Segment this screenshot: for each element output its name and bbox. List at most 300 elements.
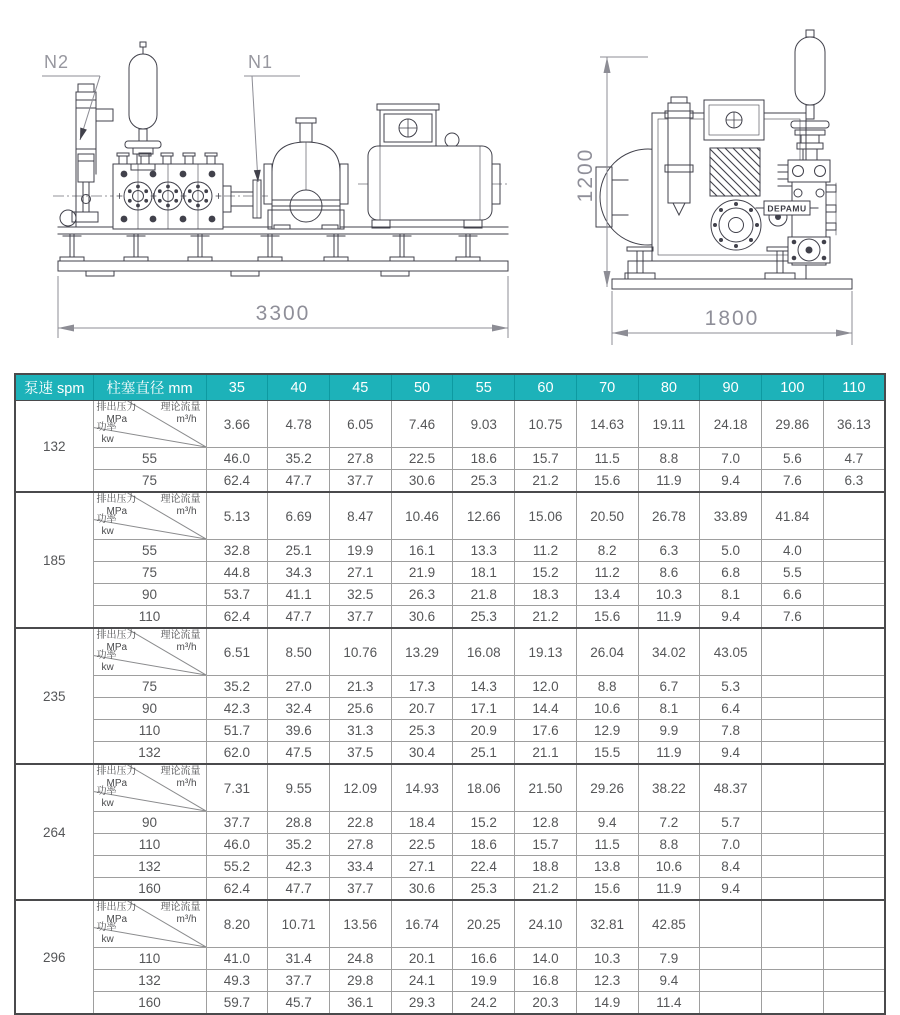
value-cell <box>823 948 885 970</box>
value-cell: 20.3 <box>515 992 577 1015</box>
flow-row <box>15 900 885 948</box>
flow-value-cell: 26.78 <box>638 492 700 540</box>
technical-drawings <box>0 0 900 368</box>
value-cell: 8.6 <box>638 562 700 584</box>
value-cell: 15.6 <box>576 470 638 493</box>
value-cell: 29.8 <box>329 970 391 992</box>
value-cell: 7.6 <box>761 470 823 493</box>
flow-value-cell: 7.46 <box>391 401 453 448</box>
pump-performance-table <box>14 373 886 1015</box>
value-cell: 41.1 <box>268 584 330 606</box>
value-cell: 11.9 <box>638 606 700 629</box>
coupling-spool <box>223 180 261 218</box>
flow-value-cell: 21.50 <box>515 764 577 812</box>
value-cell: 18.8 <box>515 856 577 878</box>
flow-value-cell: 12.09 <box>329 764 391 812</box>
flow-value-cell: 19.11 <box>638 401 700 448</box>
flow-value-cell: 9.03 <box>453 401 515 448</box>
flow-value-cell: 8.47 <box>329 492 391 540</box>
value-cell: 37.7 <box>329 606 391 629</box>
value-cell: 21.2 <box>515 606 577 629</box>
flow-value-cell: 6.05 <box>329 401 391 448</box>
power-row <box>15 948 885 970</box>
power-row <box>15 584 885 606</box>
filter-column <box>665 97 693 215</box>
value-cell: 25.3 <box>453 878 515 901</box>
flow-value-cell: 20.25 <box>453 900 515 948</box>
dim-1200-text: 1200 <box>574 147 597 203</box>
value-cell: 12.3 <box>576 970 638 992</box>
table-header-row <box>15 374 885 401</box>
pressure-axis-label: 排出压力 MPa <box>96 402 137 425</box>
flow-value-cell: 20.50 <box>576 492 638 540</box>
flow-value-cell: 24.18 <box>700 401 762 448</box>
dim-3300-text: 3300 <box>255 302 311 325</box>
value-cell: 30.6 <box>391 878 453 901</box>
value-cell: 4.7 <box>823 448 885 470</box>
power-row <box>15 812 885 834</box>
value-cell: 9.9 <box>638 720 700 742</box>
value-cell: 5.0 <box>700 540 762 562</box>
value-cell: 8.1 <box>700 584 762 606</box>
diagonal-header-cell <box>93 764 206 812</box>
flow-value-cell <box>823 492 885 540</box>
value-cell: 15.2 <box>453 812 515 834</box>
power-row <box>15 742 885 765</box>
value-cell: 7.6 <box>761 606 823 629</box>
value-cell: 21.1 <box>515 742 577 765</box>
value-cell: 21.3 <box>329 676 391 698</box>
value-cell <box>761 676 823 698</box>
flow-value-cell: 15.06 <box>515 492 577 540</box>
value-cell: 10.3 <box>638 584 700 606</box>
value-cell: 8.4 <box>700 856 762 878</box>
value-cell: 28.8 <box>268 812 330 834</box>
value-cell: 11.2 <box>576 562 638 584</box>
diameter-header: 110 <box>823 374 885 401</box>
flow-value-cell: 19.13 <box>515 628 577 676</box>
flow-value-cell <box>700 900 762 948</box>
pressure-axis-label: 排出压力 MPa <box>96 630 137 653</box>
flow-value-cell <box>761 628 823 676</box>
value-cell: 22.4 <box>453 856 515 878</box>
power-cell: 110 <box>93 720 206 742</box>
flow-value-cell: 16.08 <box>453 628 515 676</box>
power-cell: 110 <box>93 606 206 629</box>
value-cell: 5.3 <box>700 676 762 698</box>
flow-value-cell <box>823 900 885 948</box>
value-cell: 16.6 <box>453 948 515 970</box>
n2-label: N2 <box>44 52 70 72</box>
value-cell: 53.7 <box>206 584 268 606</box>
power-axis-label: 功率 kw <box>96 514 117 538</box>
value-cell: 15.2 <box>515 562 577 584</box>
value-cell: 15.5 <box>576 742 638 765</box>
value-cell: 22.8 <box>329 812 391 834</box>
value-cell: 35.2 <box>206 676 268 698</box>
i-beam-supports <box>60 234 480 261</box>
flow-value-cell <box>761 764 823 812</box>
corner-header <box>94 765 206 811</box>
value-cell <box>823 676 885 698</box>
value-cell: 27.0 <box>268 676 330 698</box>
value-cell <box>823 720 885 742</box>
value-cell <box>761 948 823 970</box>
brand-text: DEPAMU <box>767 203 807 214</box>
value-cell: 24.2 <box>453 992 515 1015</box>
top-cover-box <box>704 100 764 140</box>
power-row <box>15 878 885 901</box>
diameter-header: 80 <box>638 374 700 401</box>
power-axis-label: 功率 kw <box>96 650 117 674</box>
power-axis-label: 功率 kw <box>96 922 117 946</box>
value-cell: 32.5 <box>329 584 391 606</box>
width-dimension <box>612 291 852 345</box>
pressure-axis-label: 排出压力 MPa <box>96 902 137 925</box>
value-cell: 20.1 <box>391 948 453 970</box>
flow-value-cell: 7.31 <box>206 764 268 812</box>
value-cell: 10.6 <box>638 856 700 878</box>
flow-value-cell <box>761 900 823 948</box>
power-row <box>15 992 885 1015</box>
corner-header <box>94 493 206 539</box>
plunger-diameter-header: 柱塞直径 mm <box>93 374 206 401</box>
value-cell: 6.3 <box>823 470 885 493</box>
value-cell: 25.3 <box>453 606 515 629</box>
value-cell: 27.1 <box>391 856 453 878</box>
value-cell: 10.6 <box>576 698 638 720</box>
flow-value-cell: 12.66 <box>453 492 515 540</box>
value-cell: 25.1 <box>268 540 330 562</box>
value-cell: 37.7 <box>329 470 391 493</box>
value-cell: 36.1 <box>329 992 391 1015</box>
value-cell: 8.2 <box>576 540 638 562</box>
value-cell: 30.6 <box>391 470 453 493</box>
value-cell <box>823 562 885 584</box>
power-row <box>15 562 885 584</box>
value-cell: 4.0 <box>761 540 823 562</box>
flow-row <box>15 492 885 540</box>
pump-speed-header: 泵速 spm <box>15 374 93 401</box>
flow-value-cell: 14.63 <box>576 401 638 448</box>
value-cell: 9.4 <box>700 470 762 493</box>
value-cell: 55.2 <box>206 856 268 878</box>
pump-speed-cell: 296 <box>15 900 93 1014</box>
value-cell: 21.2 <box>515 878 577 901</box>
flow-axis-label: 理论流量 m³/h <box>160 630 201 653</box>
value-cell: 47.5 <box>268 742 330 765</box>
diameter-header: 40 <box>268 374 330 401</box>
diagonal-header-cell <box>93 401 206 448</box>
flow-value-cell: 33.89 <box>700 492 762 540</box>
flow-value-cell: 13.56 <box>329 900 391 948</box>
value-cell: 32.8 <box>206 540 268 562</box>
value-cell: 47.7 <box>268 470 330 493</box>
flow-value-cell: 10.76 <box>329 628 391 676</box>
value-cell: 7.9 <box>638 948 700 970</box>
value-cell: 11.4 <box>638 992 700 1015</box>
power-cell: 90 <box>93 698 206 720</box>
value-cell: 12.8 <box>515 812 577 834</box>
value-cell: 25.6 <box>329 698 391 720</box>
suction-piping <box>60 84 113 227</box>
value-cell: 46.0 <box>206 448 268 470</box>
value-cell: 25.1 <box>453 742 515 765</box>
value-cell: 31.3 <box>329 720 391 742</box>
pump-side-view-drawing <box>28 14 560 362</box>
value-cell: 16.8 <box>515 970 577 992</box>
value-cell: 35.2 <box>268 448 330 470</box>
flow-value-cell: 41.84 <box>761 492 823 540</box>
value-cell: 37.5 <box>329 742 391 765</box>
power-cell: 75 <box>93 470 206 493</box>
value-cell: 62.4 <box>206 470 268 493</box>
value-cell: 17.3 <box>391 676 453 698</box>
value-cell: 37.7 <box>268 970 330 992</box>
power-row <box>15 540 885 562</box>
power-cell: 75 <box>93 562 206 584</box>
value-cell: 13.4 <box>576 584 638 606</box>
value-cell: 41.0 <box>206 948 268 970</box>
value-cell: 59.7 <box>206 992 268 1015</box>
pump-end-view-drawing <box>568 15 886 360</box>
value-cell: 24.8 <box>329 948 391 970</box>
value-cell: 18.6 <box>453 448 515 470</box>
flow-value-cell: 10.71 <box>268 900 330 948</box>
value-cell <box>761 720 823 742</box>
flow-value-cell: 48.37 <box>700 764 762 812</box>
power-axis-label: 功率 kw <box>96 786 117 810</box>
value-cell <box>761 970 823 992</box>
value-cell: 8.1 <box>638 698 700 720</box>
flow-value-cell: 4.78 <box>268 401 330 448</box>
fluid-end <box>113 153 223 229</box>
value-cell: 27.8 <box>329 448 391 470</box>
flow-value-cell: 29.26 <box>576 764 638 812</box>
flow-value-cell: 8.20 <box>206 900 268 948</box>
power-row <box>15 970 885 992</box>
value-cell: 18.3 <box>515 584 577 606</box>
value-cell: 10.3 <box>576 948 638 970</box>
value-cell: 6.3 <box>638 540 700 562</box>
corner-header <box>94 901 206 947</box>
power-cell: 90 <box>93 812 206 834</box>
value-cell: 11.5 <box>576 834 638 856</box>
length-dimension <box>58 276 508 338</box>
value-cell: 6.8 <box>700 562 762 584</box>
value-cell: 62.0 <box>206 742 268 765</box>
end-skid <box>612 279 852 289</box>
value-cell: 42.3 <box>206 698 268 720</box>
value-cell: 32.4 <box>268 698 330 720</box>
electric-motor <box>368 104 500 228</box>
value-cell: 21.8 <box>453 584 515 606</box>
flow-value-cell: 6.69 <box>268 492 330 540</box>
value-cell: 25.3 <box>391 720 453 742</box>
power-cell: 110 <box>93 948 206 970</box>
accumulator <box>125 42 161 170</box>
flow-value-cell <box>823 764 885 812</box>
flow-row <box>15 401 885 448</box>
diameter-header: 60 <box>515 374 577 401</box>
value-cell: 46.0 <box>206 834 268 856</box>
value-cell: 20.9 <box>453 720 515 742</box>
brand-plate <box>756 201 818 215</box>
value-cell: 13.3 <box>453 540 515 562</box>
power-row <box>15 698 885 720</box>
value-cell <box>700 970 762 992</box>
diameter-header: 55 <box>453 374 515 401</box>
power-cell: 75 <box>93 676 206 698</box>
value-cell <box>700 948 762 970</box>
flow-value-cell <box>823 628 885 676</box>
value-cell: 21.9 <box>391 562 453 584</box>
value-cell: 9.4 <box>638 970 700 992</box>
value-cell: 17.1 <box>453 698 515 720</box>
value-cell <box>823 584 885 606</box>
value-cell: 49.3 <box>206 970 268 992</box>
value-cell: 15.6 <box>576 606 638 629</box>
corner-header <box>94 401 206 447</box>
power-row <box>15 834 885 856</box>
power-cell: 55 <box>93 540 206 562</box>
diagonal-header-cell <box>93 628 206 676</box>
value-cell: 9.4 <box>576 812 638 834</box>
value-cell: 9.4 <box>700 742 762 765</box>
value-cell: 15.7 <box>515 834 577 856</box>
value-cell: 17.6 <box>515 720 577 742</box>
power-cell: 132 <box>93 856 206 878</box>
pump-speed-cell: 185 <box>15 492 93 628</box>
value-cell <box>823 742 885 765</box>
power-cell: 132 <box>93 970 206 992</box>
flow-value-cell: 5.13 <box>206 492 268 540</box>
value-cell: 18.6 <box>453 834 515 856</box>
diameter-header: 70 <box>576 374 638 401</box>
power-axis-label: 功率 kw <box>96 422 117 446</box>
flow-row <box>15 764 885 812</box>
diagonal-header-cell <box>93 900 206 948</box>
value-cell: 30.4 <box>391 742 453 765</box>
value-cell: 8.8 <box>638 448 700 470</box>
value-cell: 19.9 <box>329 540 391 562</box>
flow-axis-label: 理论流量 m³/h <box>160 402 201 425</box>
value-cell: 47.7 <box>268 878 330 901</box>
power-end <box>264 118 348 229</box>
pump-speed-cell: 132 <box>15 401 93 493</box>
value-cell: 51.7 <box>206 720 268 742</box>
power-row <box>15 720 885 742</box>
value-cell: 33.4 <box>329 856 391 878</box>
value-cell: 24.1 <box>391 970 453 992</box>
value-cell: 11.9 <box>638 470 700 493</box>
diameter-header: 35 <box>206 374 268 401</box>
flow-value-cell: 43.05 <box>700 628 762 676</box>
power-row <box>15 856 885 878</box>
flow-value-cell: 18.06 <box>453 764 515 812</box>
value-cell: 14.9 <box>576 992 638 1015</box>
diagonal-header-cell <box>93 492 206 540</box>
value-cell <box>823 834 885 856</box>
value-cell <box>761 698 823 720</box>
value-cell <box>700 992 762 1015</box>
power-cell: 132 <box>93 742 206 765</box>
value-cell: 14.0 <box>515 948 577 970</box>
value-cell: 18.1 <box>453 562 515 584</box>
value-cell: 25.3 <box>453 470 515 493</box>
value-cell <box>761 742 823 765</box>
flow-value-cell: 16.74 <box>391 900 453 948</box>
value-cell: 47.7 <box>268 606 330 629</box>
value-cell: 7.8 <box>700 720 762 742</box>
value-cell: 29.3 <box>391 992 453 1015</box>
power-cell: 160 <box>93 878 206 901</box>
flow-value-cell: 34.02 <box>638 628 700 676</box>
diameter-header: 90 <box>700 374 762 401</box>
power-row <box>15 470 885 493</box>
value-cell <box>823 606 885 629</box>
flow-value-cell: 10.46 <box>391 492 453 540</box>
value-cell: 12.9 <box>576 720 638 742</box>
diameter-header: 100 <box>761 374 823 401</box>
flow-value-cell: 10.75 <box>515 401 577 448</box>
value-cell: 6.7 <box>638 676 700 698</box>
value-cell: 27.8 <box>329 834 391 856</box>
value-cell: 15.6 <box>576 878 638 901</box>
value-cell: 37.7 <box>206 812 268 834</box>
value-cell: 9.4 <box>700 878 762 901</box>
value-cell: 5.7 <box>700 812 762 834</box>
value-cell <box>823 812 885 834</box>
value-cell: 45.7 <box>268 992 330 1015</box>
pump-speed-cell: 235 <box>15 628 93 764</box>
value-cell: 42.3 <box>268 856 330 878</box>
value-cell: 27.1 <box>329 562 391 584</box>
value-cell: 31.4 <box>268 948 330 970</box>
pressure-axis-label: 排出压力 MPa <box>96 494 137 517</box>
value-cell: 9.4 <box>700 606 762 629</box>
value-cell: 21.2 <box>515 470 577 493</box>
value-cell: 8.8 <box>638 834 700 856</box>
value-cell: 6.4 <box>700 698 762 720</box>
value-cell: 15.7 <box>515 448 577 470</box>
value-cell <box>761 992 823 1015</box>
value-cell: 18.4 <box>391 812 453 834</box>
value-cell: 16.1 <box>391 540 453 562</box>
n1-label: N1 <box>248 52 274 72</box>
value-cell <box>823 970 885 992</box>
value-cell: 37.7 <box>329 878 391 901</box>
flow-value-cell: 42.85 <box>638 900 700 948</box>
value-cell: 22.5 <box>391 834 453 856</box>
flow-value-cell: 24.10 <box>515 900 577 948</box>
power-cell: 55 <box>93 448 206 470</box>
flow-value-cell: 29.86 <box>761 401 823 448</box>
pressure-axis-label: 排出压力 MPa <box>96 766 137 789</box>
value-cell <box>761 834 823 856</box>
value-cell: 14.3 <box>453 676 515 698</box>
value-cell: 5.6 <box>761 448 823 470</box>
flow-value-cell: 26.04 <box>576 628 638 676</box>
value-cell <box>823 540 885 562</box>
flow-axis-label: 理论流量 m³/h <box>160 494 201 517</box>
value-cell: 5.5 <box>761 562 823 584</box>
value-cell <box>761 812 823 834</box>
value-cell <box>823 856 885 878</box>
value-cell: 14.4 <box>515 698 577 720</box>
value-cell: 12.0 <box>515 676 577 698</box>
dim-1800-text: 1800 <box>704 307 760 330</box>
